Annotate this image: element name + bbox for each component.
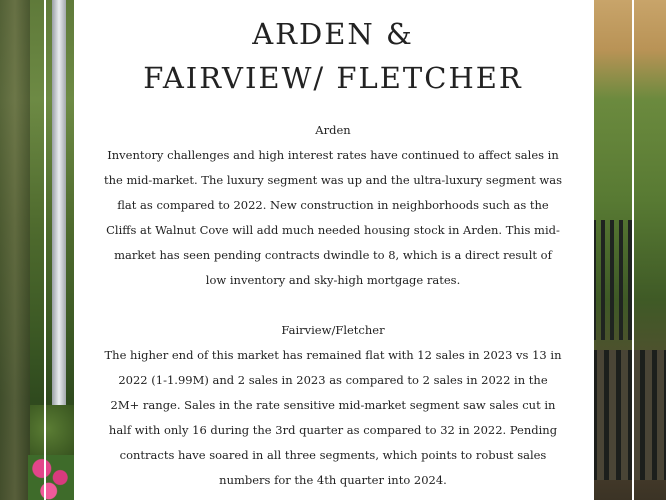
section-body: The higher end of this market has remained flat with 12 sales in 2023 vs 13 in 2022 (1-1.99M) and 2 sales in 2023 as compared to 2 sales in 2022 in the 2M+ range. Sales in the rate sensitive mid-market segment saw sales cut in half with only 16 during the 3rd quarter as compared to 32 in 2022. Pending contracts have soared in all three segments, which points to robust sales numbers for the 4th quarter into 2024. xyxy=(104,348,562,487)
section-heading: Fairview/Fletcher xyxy=(281,323,385,337)
section-fairview-fletcher xyxy=(104,318,562,493)
section-arden xyxy=(104,118,562,293)
photo-divider xyxy=(44,0,46,500)
photo-divider xyxy=(632,0,634,500)
pink-flowers xyxy=(28,455,74,500)
porch-railing xyxy=(592,350,666,480)
title-line-2: FAIRVIEW/ FLETCHER xyxy=(143,61,523,95)
photo-divider xyxy=(592,0,594,500)
rocking-chair xyxy=(592,220,632,340)
right-porch-photo xyxy=(592,0,666,500)
content-panel xyxy=(74,0,592,500)
left-garden-photo xyxy=(0,0,74,500)
section-heading: Arden xyxy=(315,123,351,137)
title-line-1: ARDEN & xyxy=(252,17,414,51)
section-body: Inventory challenges and high interest rates have continued to affect sales in the mid-market. The luxury segment was up and the ultra-luxury segment was flat as compared to 2022. New construction in neighborhoods such as the Cliffs at Walnut Cove will add much needed housing stock in Arden. This mid-market has seen pending contracts dwindle to 8, which is a direct result of low inventory and sky-high mortgage rates. xyxy=(104,148,562,287)
white-column xyxy=(52,0,66,410)
tree-trunk xyxy=(0,0,30,500)
